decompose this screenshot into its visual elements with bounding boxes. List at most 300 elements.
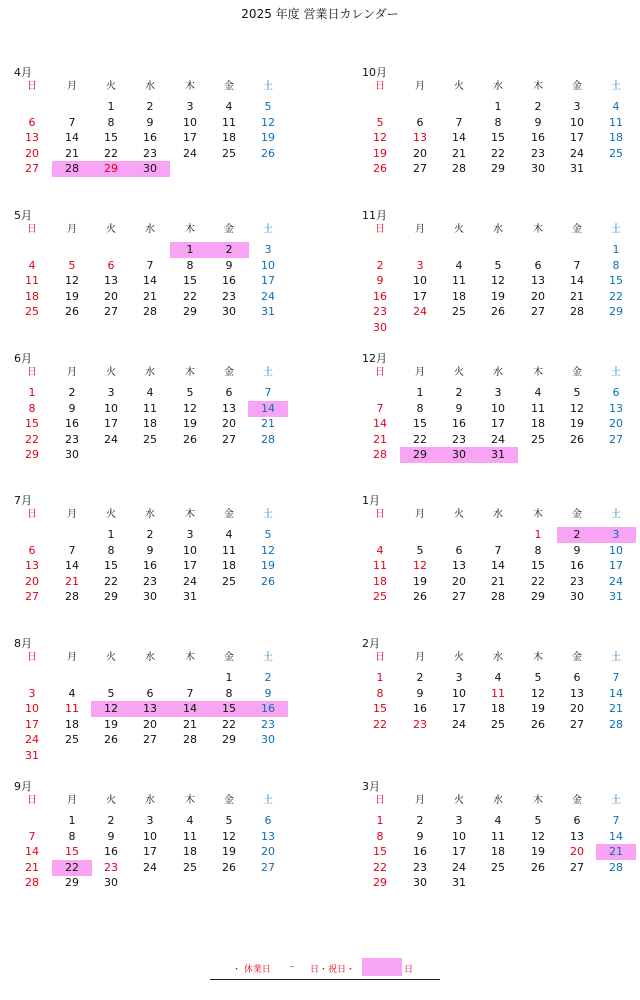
- calendar-day: 16: [570, 559, 584, 572]
- calendar-day: 28: [609, 860, 623, 874]
- calendar-day: 7: [146, 258, 154, 272]
- calendar-day: 17: [452, 702, 466, 715]
- weekday-header: 土: [611, 367, 621, 378]
- calendar-day: 13: [570, 829, 584, 843]
- calendar-day: 21: [373, 432, 387, 446]
- calendar-day: 10: [491, 401, 505, 415]
- calendar-day: 20: [609, 417, 623, 430]
- calendar-day: 24: [452, 860, 466, 874]
- legend-holiday: ・ 休業日: [232, 965, 271, 975]
- weekday-header: 火: [454, 81, 464, 92]
- month-label: 5月: [14, 209, 32, 222]
- calendar-day: 21: [261, 417, 275, 430]
- weekday-header: 金: [572, 81, 582, 92]
- weekday-header: 日: [375, 224, 385, 235]
- calendar-day: 18: [452, 289, 466, 303]
- weekday-header: 水: [145, 367, 155, 378]
- calendar-day: 17: [183, 131, 197, 144]
- calendar-day: 27: [104, 305, 118, 318]
- calendar-day: 12: [491, 274, 505, 287]
- weekday-header: 水: [493, 81, 503, 92]
- weekday-header: 土: [611, 81, 621, 92]
- calendar-day: 6: [28, 543, 36, 557]
- calendar-day: 18: [222, 131, 236, 144]
- calendar-day: 29: [222, 733, 236, 746]
- calendar-day: 19: [261, 131, 275, 144]
- calendar-day: 17: [452, 845, 466, 858]
- calendar-day: 3: [28, 686, 36, 700]
- calendar-day: 6: [455, 543, 463, 557]
- weekday-header: 土: [263, 81, 273, 92]
- calendar-day: 25: [609, 146, 623, 160]
- month-label: 11月: [362, 209, 387, 222]
- calendar-day: 30: [531, 162, 545, 175]
- calendar-day: 24: [183, 574, 197, 588]
- weekday-header: 水: [145, 81, 155, 92]
- calendar-day: 13: [452, 559, 466, 572]
- weekday-header: 日: [375, 81, 385, 92]
- month-block: [12, 492, 292, 622]
- calendar-day: 24: [452, 717, 466, 731]
- weekday-header: 火: [454, 652, 464, 663]
- calendar-day: 8: [225, 686, 233, 700]
- calendar-day: 9: [455, 401, 463, 415]
- calendar-day: 20: [531, 289, 545, 303]
- calendar-day: 1: [225, 671, 233, 684]
- calendar-day: 8: [416, 401, 424, 415]
- calendar-day: 9: [416, 686, 424, 700]
- calendar-day: 4: [612, 100, 620, 113]
- calendar-day: 26: [261, 574, 275, 588]
- calendar-day: 5: [225, 814, 233, 827]
- calendar-day: 23: [104, 860, 118, 874]
- calendar-day: 14: [609, 686, 623, 700]
- calendar-day: 20: [222, 417, 236, 430]
- weekday-header: 月: [67, 652, 77, 663]
- calendar-day: 28: [65, 590, 79, 603]
- calendar-day: 3: [455, 671, 463, 684]
- calendar-day: 12: [261, 115, 275, 129]
- calendar-day: 27: [25, 162, 39, 175]
- calendar-day: 12: [261, 543, 275, 557]
- calendar-day: 21: [609, 702, 623, 715]
- calendar-day: 10: [261, 258, 275, 272]
- calendar-day: 1: [170, 242, 210, 258]
- calendar-day: 13: [261, 829, 275, 843]
- month-block: [12, 64, 292, 194]
- calendar-day: 26: [491, 305, 505, 318]
- calendar-day: 4: [68, 686, 76, 700]
- calendar-day: 21: [65, 574, 79, 588]
- month-label: 1月: [362, 494, 380, 507]
- legend-dash: –: [290, 962, 295, 972]
- month-block: [12, 350, 292, 480]
- weekday-header: 月: [67, 367, 77, 378]
- calendar-day: 7: [68, 115, 76, 129]
- weekday-header: 月: [415, 652, 425, 663]
- calendar-day: 18: [143, 417, 157, 430]
- calendar-day: 27: [222, 432, 236, 446]
- calendar-day: 9: [534, 115, 542, 129]
- month-label: 9月: [14, 780, 32, 793]
- calendar-day: 5: [264, 528, 272, 541]
- legend-closed-swatch: [362, 958, 402, 976]
- calendar-day: 25: [222, 146, 236, 160]
- calendar-day: 20: [104, 289, 118, 303]
- calendar-day: 12: [91, 701, 131, 717]
- calendar-day: 9: [376, 274, 384, 287]
- calendar-day: 13: [609, 401, 623, 415]
- calendar-day: 18: [222, 559, 236, 572]
- month-block: [360, 492, 640, 622]
- weekday-header: 水: [145, 652, 155, 663]
- calendar-day: 6: [28, 115, 36, 129]
- calendar-day: 12: [183, 401, 197, 415]
- calendar-day: 24: [413, 305, 427, 318]
- calendar-day: 20: [261, 845, 275, 858]
- calendar-day: 7: [573, 258, 581, 272]
- calendar-day: 28: [373, 448, 387, 461]
- month-label: 6月: [14, 352, 32, 365]
- calendar-day: 15: [531, 559, 545, 572]
- calendar-day: 5: [534, 671, 542, 684]
- calendar-day: 24: [261, 289, 275, 303]
- calendar-day: 11: [25, 274, 39, 287]
- calendar-day: 9: [264, 686, 272, 700]
- calendar-day: 24: [183, 146, 197, 160]
- weekday-header: 土: [263, 367, 273, 378]
- calendar-day: 8: [68, 829, 76, 843]
- calendar-day: 8: [612, 258, 620, 272]
- calendar-day: 15: [183, 274, 197, 287]
- calendar-day: 27: [531, 305, 545, 318]
- weekday-header: 木: [185, 81, 195, 92]
- calendar-day: 3: [416, 258, 424, 272]
- weekday-header: 火: [454, 367, 464, 378]
- weekday-header: 水: [145, 795, 155, 806]
- weekday-header: 日: [27, 509, 37, 520]
- calendar-day: 19: [183, 417, 197, 430]
- calendar-day: 29: [104, 590, 118, 603]
- calendar-day: 10: [452, 829, 466, 843]
- calendar-day: 27: [413, 162, 427, 175]
- weekday-header: 金: [224, 795, 234, 806]
- calendar-day: 2: [376, 258, 384, 272]
- calendar-day: 25: [531, 432, 545, 446]
- calendar-day: 12: [373, 131, 387, 144]
- weekday-header: 火: [106, 795, 116, 806]
- calendar-day: 23: [531, 146, 545, 160]
- calendar-day: 22: [183, 289, 197, 303]
- calendar-day: 26: [65, 305, 79, 318]
- weekday-header: 火: [106, 509, 116, 520]
- calendar-day: 1: [376, 671, 384, 684]
- calendar-day: 7: [264, 386, 272, 399]
- calendar-day: 22: [104, 574, 118, 588]
- calendar-day: 12: [65, 274, 79, 287]
- calendar-day: 30: [65, 448, 79, 461]
- calendar-day: 29: [531, 590, 545, 603]
- calendar-day: 4: [225, 100, 233, 113]
- calendar-day: 31: [609, 590, 623, 603]
- calendar-day: 10: [25, 702, 39, 715]
- calendar-day: 1: [107, 100, 115, 113]
- calendar-day: 12: [570, 401, 584, 415]
- calendar-day: 18: [25, 289, 39, 303]
- weekday-header: 土: [263, 795, 273, 806]
- weekday-header: 木: [185, 509, 195, 520]
- weekday-header: 金: [224, 652, 234, 663]
- calendar-day: 16: [373, 289, 387, 303]
- calendar-day: 10: [570, 115, 584, 129]
- calendar-day: 7: [186, 686, 194, 700]
- legend-underline: [210, 979, 440, 980]
- calendar-day: 12: [222, 829, 236, 843]
- weekday-header: 日: [27, 795, 37, 806]
- calendar-day: 22: [491, 146, 505, 160]
- weekday-header: 火: [106, 367, 116, 378]
- calendar-day: 28: [183, 733, 197, 746]
- calendar-day: 8: [28, 401, 36, 415]
- calendar-day: 3: [264, 243, 272, 256]
- calendar-day: 13: [531, 274, 545, 287]
- calendar-day: 8: [107, 543, 115, 557]
- weekday-header: 金: [224, 509, 234, 520]
- calendar-day: 14: [570, 274, 584, 287]
- calendar-day: 5: [68, 258, 76, 272]
- calendar-day: 1: [416, 386, 424, 399]
- calendar-day: 30: [373, 320, 387, 334]
- calendar-day: 28: [570, 305, 584, 318]
- calendar-day: 21: [570, 289, 584, 303]
- calendar-day: 23: [373, 305, 387, 318]
- calendar-day: 1: [107, 528, 115, 541]
- calendar-day: 18: [65, 717, 79, 731]
- calendar-day: 14: [491, 559, 505, 572]
- legend-closed: 日: [404, 965, 414, 975]
- weekday-header: 水: [493, 367, 503, 378]
- calendar-day: 25: [491, 860, 505, 874]
- weekday-header: 土: [263, 509, 273, 520]
- calendar-day: 23: [413, 717, 427, 731]
- calendar-day: 25: [65, 733, 79, 746]
- calendar-day: 18: [609, 131, 623, 144]
- calendar-day: 6: [573, 671, 581, 684]
- weekday-header: 金: [572, 652, 582, 663]
- calendar-day: 11: [491, 686, 505, 700]
- calendar-day: 3: [146, 814, 154, 827]
- calendar-day: 19: [531, 845, 545, 858]
- weekday-header: 土: [611, 652, 621, 663]
- weekday-header: 木: [533, 509, 543, 520]
- calendar-day: 7: [28, 829, 36, 843]
- weekday-header: 水: [493, 509, 503, 520]
- calendar-day: 26: [570, 432, 584, 446]
- calendar-day: 9: [107, 829, 115, 843]
- calendar-day: 7: [455, 115, 463, 129]
- calendar-day: 7: [612, 671, 620, 684]
- weekday-header: 火: [106, 81, 116, 92]
- calendar-day: 16: [452, 417, 466, 430]
- calendar-day: 16: [143, 559, 157, 572]
- month-label: 3月: [362, 780, 380, 793]
- weekday-header: 月: [415, 795, 425, 806]
- calendar-day: 13: [570, 686, 584, 700]
- calendar-day: 15: [25, 417, 39, 430]
- weekday-header: 木: [533, 81, 543, 92]
- calendar-day: 7: [494, 543, 502, 557]
- calendar-day: 9: [225, 258, 233, 272]
- calendar-day: 3: [186, 528, 194, 541]
- calendar-day: 5: [264, 100, 272, 113]
- weekday-header: 日: [375, 509, 385, 520]
- calendar-day: 30: [143, 590, 157, 603]
- calendar-day: 2: [455, 386, 463, 399]
- calendar-day: 8: [494, 115, 502, 129]
- calendar-day: 1: [612, 243, 620, 256]
- calendar-day: 28: [609, 717, 623, 731]
- calendar-day: 5: [376, 115, 384, 129]
- calendar-day: 16: [413, 845, 427, 858]
- calendar-day: 7: [68, 543, 76, 557]
- calendar-day: 5: [107, 686, 115, 700]
- weekday-header: 火: [106, 224, 116, 235]
- weekday-header: 火: [454, 795, 464, 806]
- calendar-day: 1: [494, 100, 502, 113]
- calendar-day: 22: [373, 717, 387, 731]
- calendar-day: 26: [531, 860, 545, 874]
- calendar-day: 15: [373, 702, 387, 715]
- weekday-header: 木: [185, 224, 195, 235]
- calendar-day: 23: [65, 432, 79, 446]
- weekday-header: 金: [572, 367, 582, 378]
- calendar-day: 8: [186, 258, 194, 272]
- month-label: 2月: [362, 637, 380, 650]
- calendar-day: 5: [186, 386, 194, 399]
- calendar-day: 11: [373, 559, 387, 572]
- calendar-day: 19: [570, 417, 584, 430]
- calendar-day: 20: [413, 146, 427, 160]
- calendar-day: 14: [609, 829, 623, 843]
- calendar-day: 9: [416, 829, 424, 843]
- calendar-day: 11: [222, 115, 236, 129]
- calendar-day: 14: [248, 401, 288, 417]
- calendar-day: 10: [104, 401, 118, 415]
- calendar-day: 4: [225, 528, 233, 541]
- calendar-day: 19: [65, 289, 79, 303]
- calendar-day: 14: [25, 845, 39, 858]
- calendar-day: 11: [143, 401, 157, 415]
- calendar-day: 21: [143, 289, 157, 303]
- calendar-day: 2: [416, 671, 424, 684]
- calendar-day: 16: [143, 131, 157, 144]
- page-title: 2025 年度 営業日カレンダー: [241, 7, 399, 21]
- calendar-day: 21: [452, 146, 466, 160]
- calendar-day: 18: [491, 845, 505, 858]
- calendar-day: 30: [222, 305, 236, 318]
- calendar-day: 5: [416, 543, 424, 557]
- calendar-day: 5: [534, 814, 542, 827]
- calendar-day: 27: [609, 432, 623, 446]
- weekday-header: 金: [224, 81, 234, 92]
- calendar-day: 18: [373, 574, 387, 588]
- calendar-day: 2: [416, 814, 424, 827]
- calendar-day: 14: [373, 417, 387, 430]
- calendar-day: 25: [452, 305, 466, 318]
- weekday-header: 金: [572, 509, 582, 520]
- calendar-day: 17: [25, 717, 39, 731]
- calendar-day: 26: [531, 717, 545, 731]
- calendar-day: 19: [491, 289, 505, 303]
- calendar-day: 6: [264, 814, 272, 827]
- calendar-day: 22: [52, 860, 92, 876]
- calendar-day: 1: [534, 528, 542, 541]
- calendar-day: 24: [104, 432, 118, 446]
- calendar-day: 10: [183, 543, 197, 557]
- calendar-day: 4: [494, 814, 502, 827]
- calendar-day: 27: [25, 590, 39, 603]
- weekday-header: 木: [185, 367, 195, 378]
- calendar-day: 15: [104, 131, 118, 144]
- weekday-header: 木: [533, 367, 543, 378]
- calendar-day: 17: [609, 559, 623, 572]
- calendar-day: 27: [261, 860, 275, 874]
- calendar-day: 9: [68, 401, 76, 415]
- calendar-day: 14: [170, 701, 210, 717]
- weekday-header: 木: [533, 652, 543, 663]
- calendar-day: 14: [65, 131, 79, 144]
- calendar-day: 19: [413, 574, 427, 588]
- calendar-day: 13: [413, 131, 427, 144]
- weekday-header: 木: [533, 795, 543, 806]
- month-label: 8月: [14, 637, 32, 650]
- calendar-day: 30: [570, 590, 584, 603]
- weekday-header: 日: [375, 795, 385, 806]
- calendar-day: 31: [478, 447, 518, 463]
- calendar-day: 22: [373, 860, 387, 874]
- calendar-day: 19: [222, 845, 236, 858]
- weekday-header: 木: [185, 652, 195, 663]
- calendar-day: 11: [222, 543, 236, 557]
- calendar-day: 13: [222, 401, 236, 415]
- calendar-day: 30: [261, 733, 275, 746]
- calendar-day: 5: [494, 258, 502, 272]
- weekday-header: 日: [375, 652, 385, 663]
- calendar-day: 21: [183, 717, 197, 731]
- month-block: [360, 350, 640, 480]
- calendar-day: 26: [222, 860, 236, 874]
- calendar-day: 22: [531, 574, 545, 588]
- calendar-day: 31: [261, 305, 275, 318]
- weekday-header: 日: [27, 652, 37, 663]
- calendar-day: 16: [104, 845, 118, 858]
- weekday-header: 木: [185, 795, 195, 806]
- calendar-day: 9: [573, 543, 581, 557]
- month-label: 7月: [14, 494, 32, 507]
- calendar-day: 11: [531, 401, 545, 415]
- calendar-day: 19: [104, 717, 118, 731]
- calendar-day: 16: [413, 702, 427, 715]
- calendar-day: 27: [143, 733, 157, 746]
- calendar-day: 17: [570, 131, 584, 144]
- calendar-day: 8: [376, 829, 384, 843]
- calendar-day: 27: [570, 860, 584, 874]
- weekday-header: 月: [67, 224, 77, 235]
- calendar-day: 21: [25, 860, 39, 874]
- month-label: 10月: [362, 66, 387, 79]
- calendar-day: 15: [65, 845, 79, 858]
- calendar-day: 21: [65, 146, 79, 160]
